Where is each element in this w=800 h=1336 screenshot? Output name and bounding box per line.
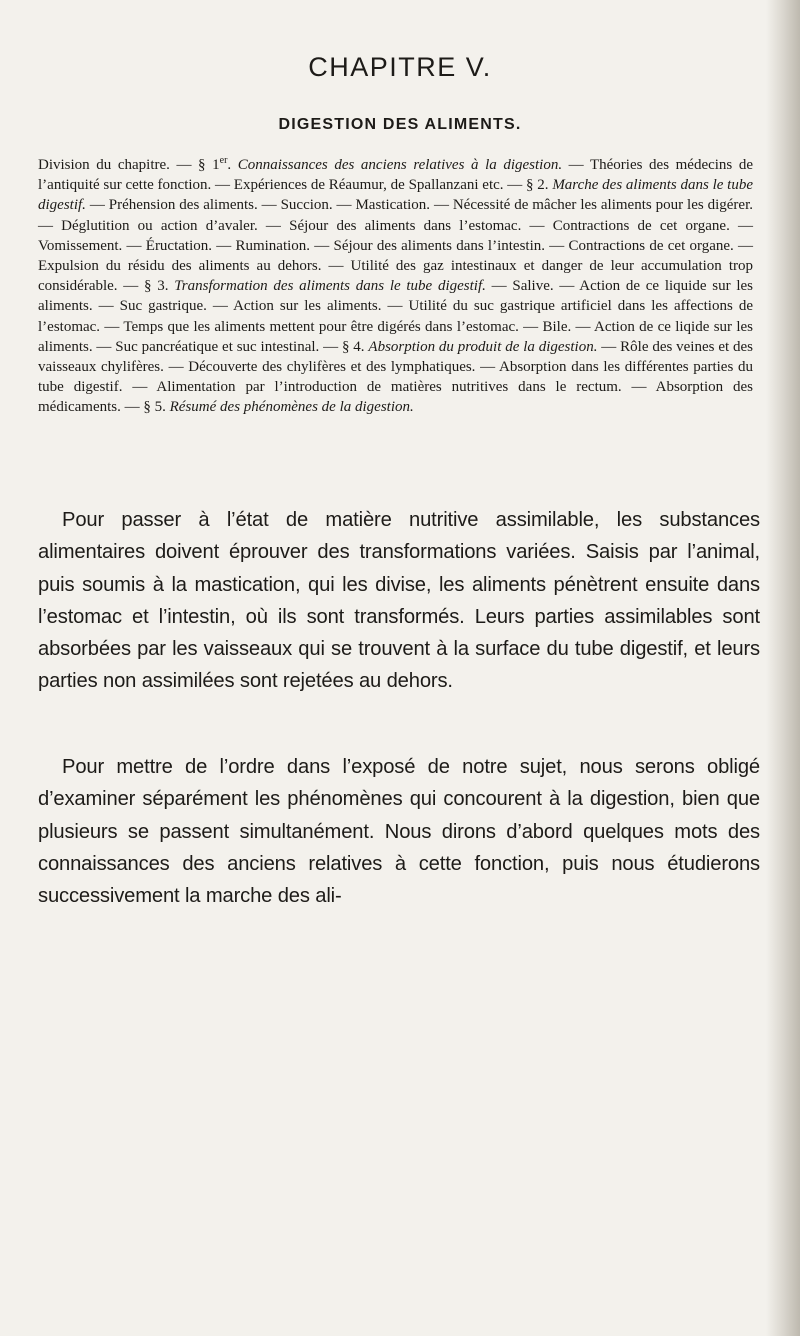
summary-heading-1: Connaissances des anciens relatives à la digestion. bbox=[237, 157, 563, 173]
chapter-summary: Division du chapitre. — § 1er. Connaissances des anciens relatives à la digestion. — Théories des médecins de l’antiquité sur cette fonction. — Expériences de Réaumur, de Spallanzani etc. — § 2. Marche des aliments dans le tube digestif. — Préhension des aliments. — Succion. — Mastication. — Nécessité de mâcher les aliments pour les digérer. — Déglutition ou action d’avaler. — Séjour des aliments dans l’estomac. — Contractions de cet organe. — Vomissement. — Éructation. — Rumination. — Séjour des aliments dans l’intestin. — Contractions de cet organe. — Expulsion du résidu des aliments au dehors. — Utilité des gaz intestinaux et danger de leur accumulation trop considérable. — § 3. Transformation des aliments dans le tube digestif. — Salive. — Action de ce liquide sur les aliments. — Suc gastrique. — Action sur les aliments. — Utilité du suc gastrique artificiel dans les affections de l’estomac. — Temps que les aliments mettent pour être digérés dans l’estomac. — Bile. — Action de ce liqide sur les aliments. — Suc pancréatique et suc intestinal. — § 4. Absorption du produit de la digestion. — Rôle des veines et des vaisseaux chylifères. — Découverte des chylifères et des lymphatiques. — Absorption dans les différentes parties du tube digestif. — Alimentation par l’introduction de matières nutritives dans le rectum. — Absorption des médicaments. — § 5. Résumé des phénomènes de la digestion. bbox=[38, 155, 754, 416]
summary-text: — Rôle des veines et des vaisseaux chylifères. — Découverte des chylifères et des lymphatiques. — Absorption dans les différentes parties du tube digestif. — Alimentation par l’introduction de matières nutritives dans le rectum. — Absorption des médicaments. — § 5. bbox=[38, 338, 753, 416]
summary-text: Division du chapitre. — § 1 bbox=[38, 157, 220, 173]
summary-heading-3: Transformation des aliments dans le tube digestif. bbox=[174, 278, 486, 295]
summary-text: — Salive. — Action de ce liquide sur les aliments. — Suc gastrique. — Action sur les aliments. — Utilité du suc gastrique artificiel dans les affections de l’estomac. — Temps que les aliments mettent pour être digérés dans l’estomac. — Bile. — Action de ce liqide sur les aliments. — Suc pancréatique et suc intestinal. — § 4. bbox=[38, 278, 753, 355]
page-edge-shadow bbox=[766, 0, 800, 1336]
summary-heading-5: Résumé des phénomènes de la digestion. bbox=[169, 399, 414, 416]
summary-heading-2: Marche des aliments dans le tube digestif. bbox=[38, 177, 753, 214]
body-paragraph-1: Pour passer à l’état de matière nutritive assimilable, les substances alimentaires doivent éprouver des transformations variées. Saisis par l’animal, puis soumis à la mastication, qui les divise, les aliments pénètrent ensuite dans l’estomac et l’intestin, où ils sont transformés. Leurs parties assimilables sont absorbées par les vaisseaux qui se trouvent à la surface du tube digestif, et leurs parties non assimilées sont rejetées au dehors. bbox=[38, 509, 760, 693]
summary-text: — Théories des médecins de l’antiquité sur cette fonction. — Expériences de Réaumur, de Spallanzani etc. — § 2. bbox=[38, 157, 754, 194]
summary-heading-4: Absorption du produit de la digestion. bbox=[368, 338, 598, 355]
body-paragraph-2: Pour mettre de l’ordre dans l’exposé de notre sujet, nous serons obligé d’examiner séparément les phénomènes qui concourent à la digestion, bien que plusieurs se passent simultanément. Nous dirons d’abord quelques mots des connaissances des anciens relatives à cette fonction, puis nous étudierons successivement la marche des ali- bbox=[38, 756, 760, 908]
chapter-title: CHAPITRE V. bbox=[308, 52, 492, 82]
summary-superscript: er bbox=[219, 155, 228, 166]
summary-text: — Préhension des aliments. — Succion. — Mastication. — Nécessité de mâcher les aliments pour les digérer. — Déglutition ou action d’avaler. — Séjour des aliments dans l’estomac. — Contractions de cet organe. — Vomissement. — Éructation. — Rumination. — Séjour des aliments dans l’intestin. — Contractions de cet organe. — Expulsion du résidu des aliments au dehors. — Utilité des gaz intestinaux et danger de leur accumulation trop considérable. — § 3. bbox=[38, 197, 753, 295]
section-title: DIGESTION DES ALIMENTS. bbox=[278, 116, 522, 133]
